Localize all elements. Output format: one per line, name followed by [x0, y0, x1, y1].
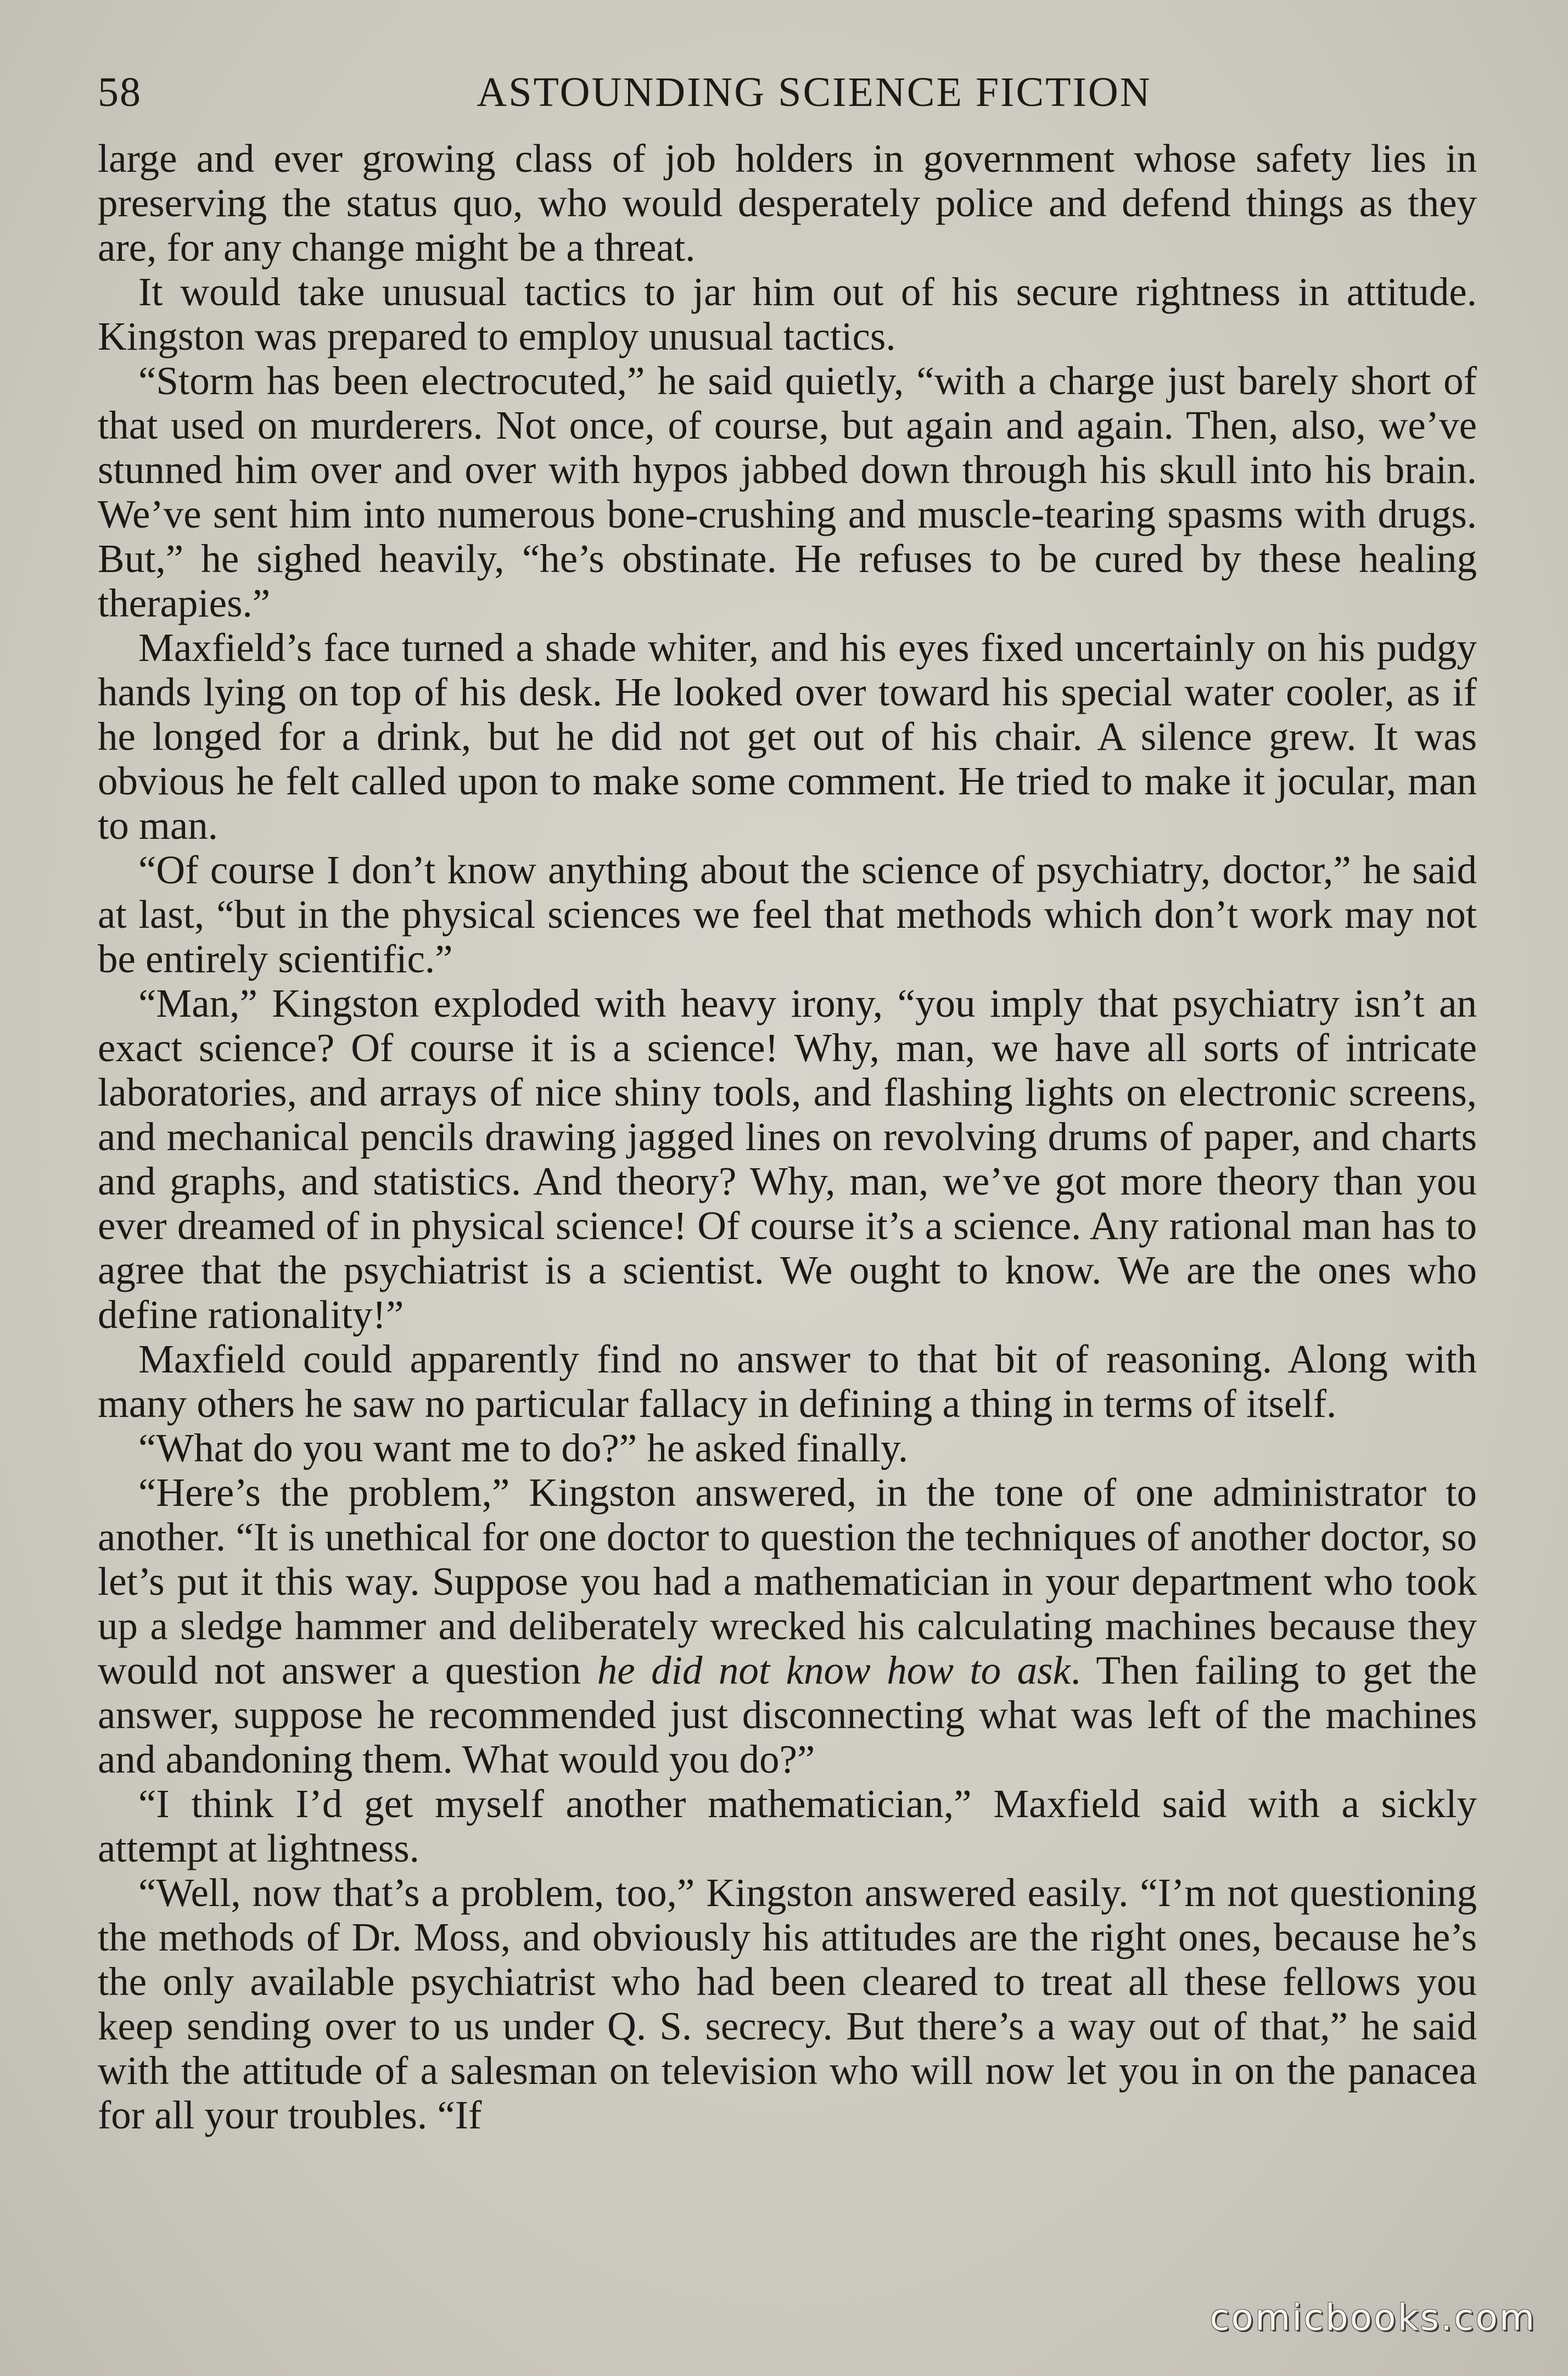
running-title: ASTOUNDING SCIENCE FICTION	[477, 69, 1152, 115]
paragraph-3: “Storm has been electrocuted,” he said quietly, “with a charge just barely short of that used on murderers. Not once, of course, but again and again. Then, also, we’ve stunned him over and over with hypos jabbed down through his skull into his brain. We’ve sent him into numerous bone-crushing and muscle-tearing spasms with drugs. But,” he sighed heavily, “he’s obstinate. He refuses to be cured by these healing therapies.”	[98, 358, 1477, 625]
paragraph-11: “Well, now that’s a problem, too,” Kingston answered easily. “I’m not questioning the methods of Dr. Moss, and obviously his attitudes are the right ones, because he’s the only available psychiatrist who had been cleared to treat all these fellows you keep sending over to us under Q. S. secrecy. But there’s a way out of that,” he said with the attitude of a salesman on television who will now let you in on the panacea for all your troubles. “If	[98, 1870, 1477, 2137]
paragraph-8: “What do you want me to do?” he asked finally.	[138, 1426, 909, 1470]
paragraph-6: “Man,” Kingston exploded with heavy irony, “you imply that psychiatry isn’t an exact science? Of course it is a science! Why, man, we have all sorts of intricate laboratories, and arrays of nice shiny tools, and flashing lights on electronic screens, and mechanical pencils drawing jagged lines on revolving drums of paper, and charts and graphs, and statistics. And theory? Why, man, we’ve got more theory than you ever dreamed of in physical science! Of course it’s a science. Any rational man has to agree that the psychiatrist is a scientist. We ought to know. We are the ones who define rationality!”	[98, 981, 1477, 1337]
paragraph-5: “Of course I don’t know anything about the science of psychiatry, doctor,” he said at last, “but in the physical sciences we feel that methods which don’t work may not be entirely scientific.”	[98, 848, 1477, 981]
paragraph-1: large and ever growing class of job holders in government whose safety lies in preserving the status quo, who would desperately police and defend things as they are, for any change might be a threat.	[98, 136, 1477, 270]
page-header	[98, 65, 1470, 120]
source-watermark: comicbooks.com	[1209, 2296, 1536, 2339]
paragraph-10: “I think I’d get myself another mathematician,” Maxfield said with a sickly attempt at lightness.	[98, 1781, 1477, 1870]
paragraph-9-start: “Here’s the problem,” Kingston answered, in the tone of one administrator to another. “It is unethical for one doctor to question the techniques of another doctor, so let’s put it this way. Suppose you had a mathematician in your department who took up a sledge hammer and deliberately wrecked his calculating machines because they would not answer a question	[98, 1470, 1477, 1693]
paragraph-2: It would take unusual tactics to jar him out of his secure rightness in attitude. Kingston was prepared to employ unusual tactics.	[98, 270, 1477, 358]
paragraph-9	[98, 1470, 1477, 1781]
paragraph-9-end: . Then failing to get the answer, suppose he recommended just disconnecting what was left of the machines and abandoning them. What would you do?”	[98, 1648, 1477, 1781]
paragraph-7: Maxfield could apparently find no answer to that bit of reasoning. Along with many others he saw no particular fallacy in defining a thing in terms of itself.	[98, 1337, 1477, 1426]
paragraph-4: Maxfield’s face turned a shade whiter, and his eyes fixed uncertainly on his pudgy hands lying on top of his desk. He looked over toward his special water cooler, as if he longed for a drink, but he did not get out of his chair. A silence grew. It was obvious he felt called upon to make some comment. He tried to make it jocular, man to man.	[98, 625, 1477, 848]
story-body	[98, 136, 1477, 2137]
page-number: 58	[98, 69, 142, 115]
paragraph-9-italic: he did not know how to ask	[597, 1648, 1071, 1693]
